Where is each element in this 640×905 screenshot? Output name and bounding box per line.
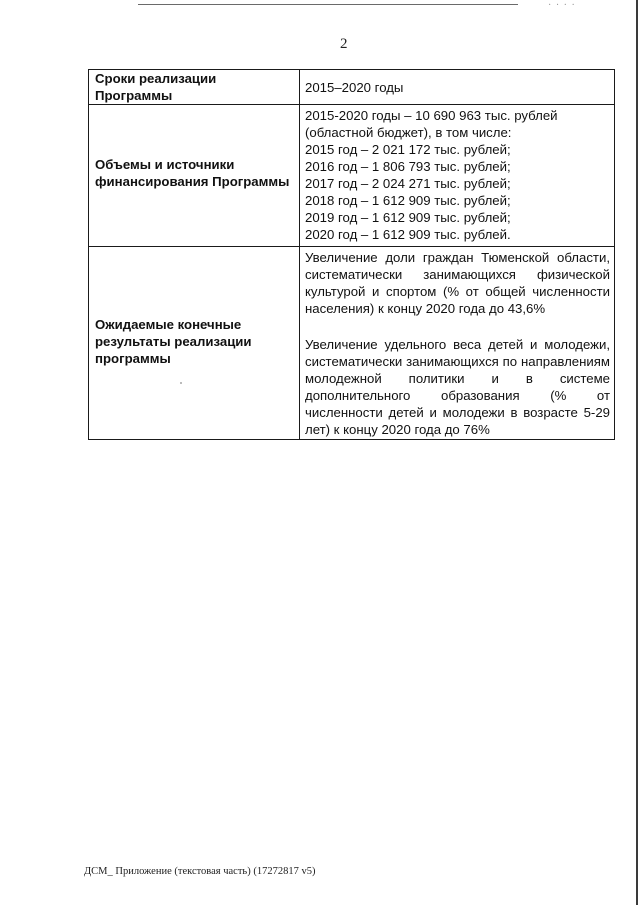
financing-line: 2018 год – 1 612 909 тыс. рублей; (305, 193, 511, 208)
financing-line: 2020 год – 1 612 909 тыс. рублей. (305, 227, 511, 242)
page-number: 2 (340, 36, 348, 52)
scan-corner-mark: · · · · (548, 0, 576, 11)
results-paragraph: Увеличение удельного веса детей и молодежи, систематически занимающихся по направлениям молодежной политики и в системе дополнительного образования (% от численности детей и молодежи в возрасте 5-29 лет) к концу 2020 года до 76% (305, 337, 610, 437)
program-passport-table (88, 69, 615, 440)
financing-line: 2015 год – 2 021 172 тыс. рублей; (305, 142, 511, 157)
results-value (300, 247, 615, 440)
table-row-results (89, 247, 615, 440)
results-paragraph: Увеличение доли граждан Тюменской области, систематически занимающихся физической культурой и спортом (% от общей численности населения) к концу 2020 года до 43,6% (305, 250, 610, 316)
results-label: Ожидаемые конечные результаты реализации программы (89, 247, 300, 440)
financing-line: (областной бюджет), в том числе: (305, 125, 512, 140)
footer-document-id: ДСМ_ Приложение (текстовая часть) (17272817 v5) (84, 866, 316, 877)
timeline-label: Сроки реализации Программы (89, 70, 300, 105)
financing-value (300, 105, 615, 247)
financing-label: Объемы и источники финансирования Программы (89, 105, 300, 247)
financing-line: 2019 год – 1 612 909 тыс. рублей; (305, 210, 511, 225)
scan-edge-line (636, 0, 638, 905)
financing-line: 2015-2020 годы – 10 690 963 тыс. рублей (305, 108, 558, 123)
table-row-timeline (89, 70, 615, 105)
timeline-value: 2015–2020 годы (300, 70, 615, 105)
top-rule (138, 4, 518, 5)
financing-line: 2016 год – 1 806 793 тыс. рублей; (305, 159, 511, 174)
financing-line: 2017 год – 2 024 271 тыс. рублей; (305, 176, 511, 191)
table-row-financing (89, 105, 615, 247)
